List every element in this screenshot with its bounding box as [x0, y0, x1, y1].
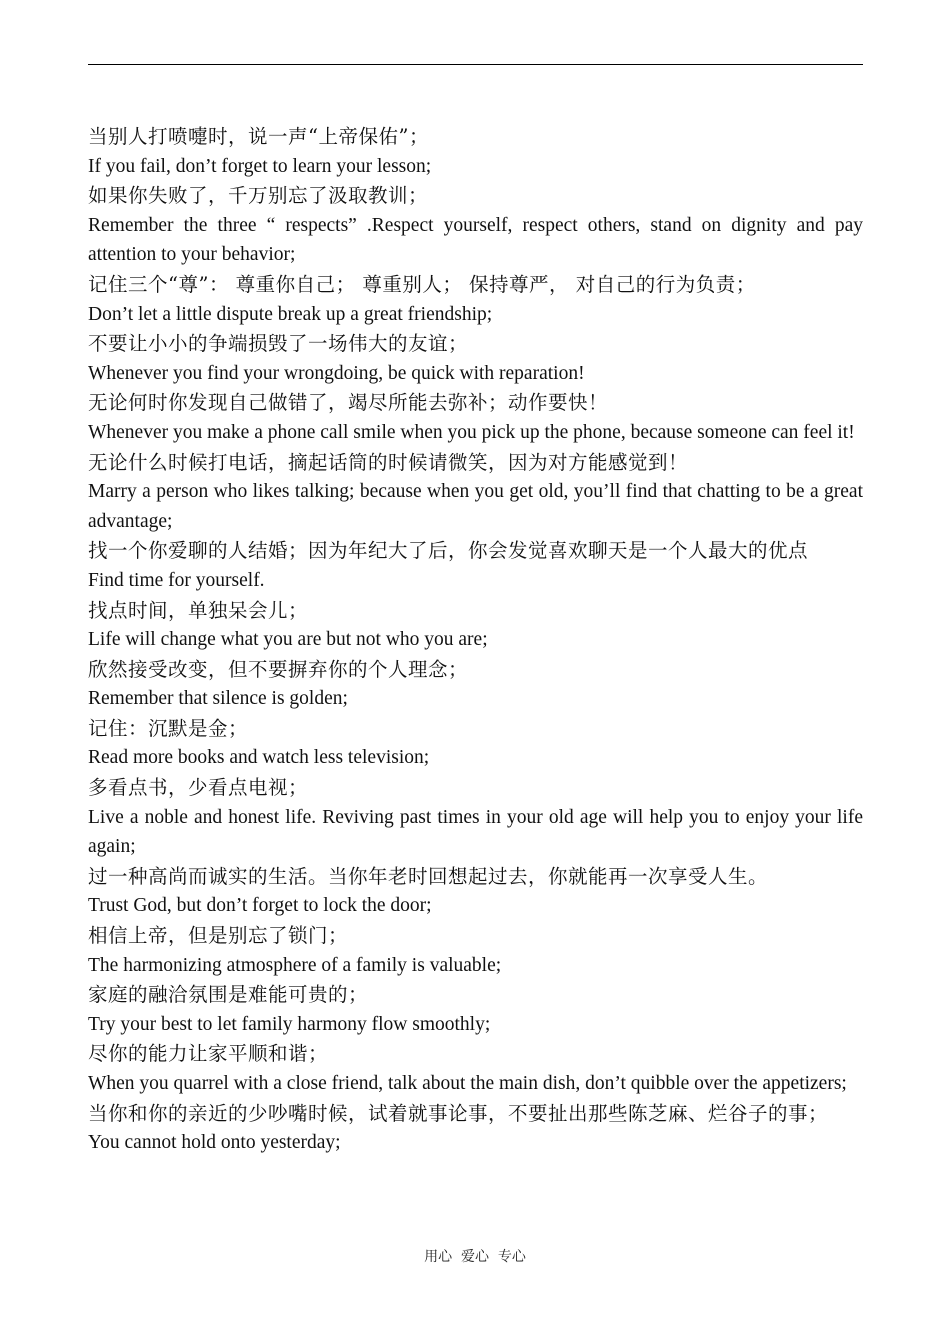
text-line-zh: 家庭的融洽氛围是难能可贵的； [88, 983, 369, 1007]
text-line-en: Don’t let a little dispute break up a great friendship; [88, 303, 493, 325]
text-line-en: Live a noble and honest life. Reviving past times in your old age will help you to enjoy your life again; [88, 806, 863, 858]
text-line-zh: 过一种高尚而诚实的生活。当你年老时回想起过去，你就能再一次享受人生。 [88, 864, 769, 888]
text-line-en: Whenever you find your wrongdoing, be quick with reparation! [88, 362, 585, 384]
text-line-zh: 记住：沉默是金； [88, 716, 249, 740]
text-line-en: The harmonizing atmosphere of a family is valuable; [88, 954, 502, 976]
text-line-en: Whenever you make a phone call smile when you pick up the phone, because someone can feel it! [88, 421, 855, 443]
text-line-en: Try your best to let family harmony flow smoothly; [88, 1013, 491, 1035]
text-line-en: Find time for yourself. [88, 569, 265, 591]
text-line-zh: 找一个你爱聊的人结婚；因为年纪大了后，你会发觉喜欢聊天是一个人最大的优点 [88, 539, 809, 563]
text-line-en: Read more books and watch less television; [88, 747, 430, 769]
text-line-zh: 相信上帝，但是别忘了锁门； [88, 924, 349, 948]
text-line-en: Life will change what you are but not who you are; [88, 629, 488, 651]
text-line-zh: 不要让小小的争端损毁了一场伟大的友谊； [88, 332, 469, 356]
page-footer: 用心 爱心 专心 [424, 1249, 526, 1265]
text-line-zh: 当别人打喷嚏时，说一声“上帝保佑”； [88, 125, 429, 148]
text-line-zh: 当你和你的亲近的少吵嘴时候，试着就事论事，不要扯出那些陈芝麻、烂谷子的事； [88, 1101, 829, 1125]
text-line-zh: 尽你的能力让家平顺和谐； [88, 1042, 329, 1066]
header-rule [88, 64, 863, 65]
text-line-zh: 找点时间，单独呆会儿； [88, 598, 309, 622]
text-line-zh: 无论何时你发现自己做错了，竭尽所能去弥补；动作要快！ [88, 391, 609, 415]
text-line-zh: 欣然接受改变，但不要摒弃你的个人理念； [88, 657, 469, 681]
document-body [88, 122, 863, 1158]
text-line-en: When you quarrel with a close friend, talk about the main dish, don’t quibble over the appetizers; [88, 1073, 847, 1094]
text-line-en: Remember the three “ respects” .Respect yourself, respect others, stand on dignity and pay attention to your behavior; [88, 214, 863, 266]
text-line-en: Trust God, but don’t forget to lock the door; [88, 895, 432, 917]
text-line-en: If you fail, don’t forget to learn your lesson; [88, 155, 432, 177]
text-line-zh: 无论什么时候打电话，摘起话筒的时候请微笑，因为对方能感觉到！ [88, 450, 689, 474]
text-line-zh: 多看点书，少看点电视； [88, 776, 309, 800]
text-line-zh: 记住三个“尊”： 尊重你自己； 尊重别人； 保持尊严， 对自己的行为负责； [88, 272, 756, 296]
text-line-zh: 如果你失败了，千万别忘了汲取教训； [88, 184, 429, 208]
text-line-en: You cannot hold onto yesterday; [88, 1132, 341, 1154]
text-line-en: Marry a person who likes talking; because when you get old, you’ll find that chatting to be a great advantage; [88, 481, 863, 532]
text-line-en: Remember that silence is golden; [88, 688, 348, 710]
